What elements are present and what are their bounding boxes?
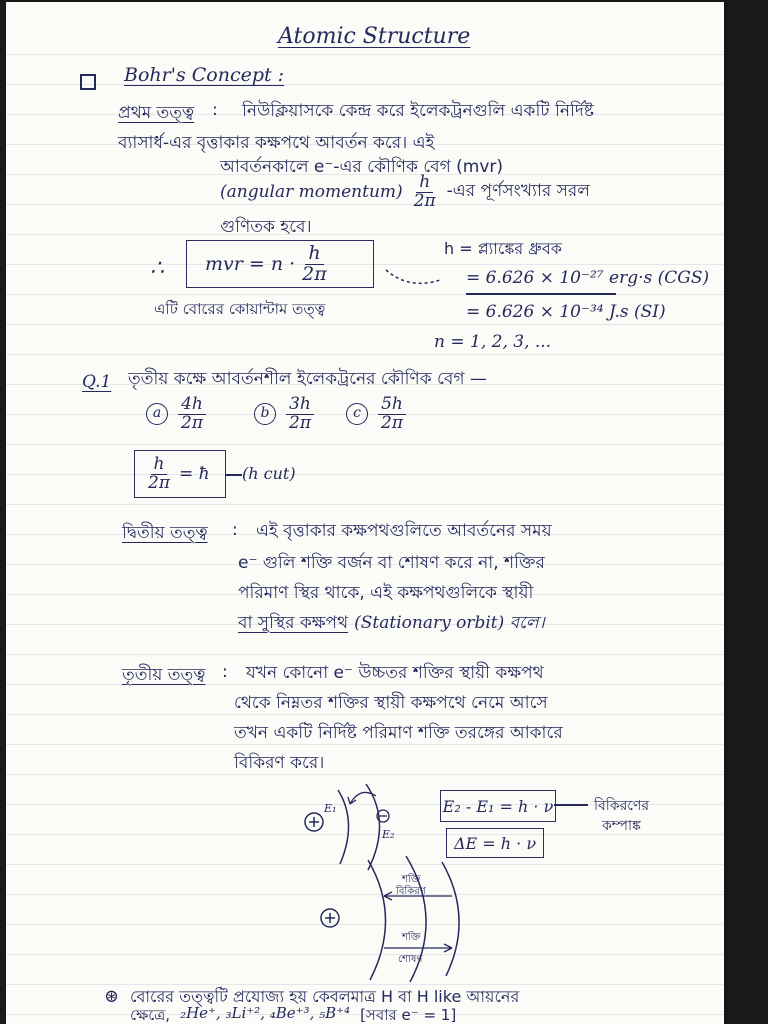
postulate3-colon: :: [222, 662, 228, 682]
postulate1-line1: নিউক্লিয়াসকে কেন্দ্র করে ইলেকট্রনগুলি একটি নির্দিষ্ট: [242, 101, 594, 121]
hbar-note: (h cut): [242, 464, 296, 483]
postulate1-line4: [220, 174, 590, 211]
ruled-line: [6, 324, 724, 325]
fraction-denominator: 2π: [302, 262, 327, 285]
footer-electron-note: [সবার e⁻ = 1]: [360, 1006, 457, 1024]
postulate2-line1: এই বৃত্তাকার কক্ষপথগুলিতে আবর্তনের সময়: [256, 521, 552, 541]
footer-line2: [130, 1004, 456, 1024]
option-c: [346, 396, 406, 433]
postulate3-line4: বিকিরণ করে।: [234, 753, 325, 773]
absorption-label-2: শোষণ: [398, 954, 423, 965]
therefore-symbol: ∴: [150, 256, 164, 281]
postulate1-colon: :: [212, 100, 218, 120]
energy-difference-box: [440, 790, 556, 822]
planck-underline: [466, 293, 616, 295]
option-a-mark: a: [146, 403, 168, 425]
ruled-line: [6, 774, 724, 775]
fraction-denominator: 2π: [381, 412, 403, 433]
postulate2-colon: :: [232, 520, 238, 540]
postulate2-label: দ্বিতীয় তত্ত্ব: [122, 523, 208, 543]
postulate3-line1: যখন কোনো e⁻ উচ্চতর শক্তির স্থায়ী কক্ষপথ: [246, 663, 544, 683]
ruled-line: [6, 504, 724, 505]
angular-momentum-text: (angular momentum): [220, 182, 403, 203]
postulate3-line2: থেকে নিম্নতর শক্তির স্থায়ী কক্ষপথে নেমে আসে: [234, 693, 548, 713]
notebook-page: [6, 2, 724, 1024]
absorption-label-1: শক্তি: [402, 932, 421, 943]
option-b-mark: b: [254, 403, 276, 425]
ruled-line: [6, 654, 724, 655]
frequency-note-line2: কম্পাঙ্ক: [602, 818, 641, 834]
hbar-connector: [226, 474, 242, 476]
equation-left: mvr = n ·: [205, 253, 296, 275]
page-title: Atomic Structure: [278, 24, 471, 49]
fraction-denominator: 2π: [181, 412, 203, 433]
energy-difference-eq: E₂ - E₁ = h · ν: [442, 796, 554, 816]
ruled-line: [6, 84, 724, 85]
footer-case-text: ক্ষেত্রে,: [130, 1006, 171, 1024]
h-over-2pi: [411, 174, 439, 211]
postulate2-line3: পরিমাণ স্থির থাকে, এই কক্ষপথগুলিকে স্থায়ী: [238, 583, 534, 603]
emission-absorption-diagram: [306, 852, 486, 982]
ruled-line: [6, 444, 724, 445]
orbit-1: [368, 860, 386, 980]
footer-ions: ₂He⁺, ₃Li⁺², ₄Be⁺³, ₅B⁺⁴: [180, 1004, 351, 1022]
star-icon: ⊛: [104, 986, 120, 1007]
postulate2-line4: [238, 610, 545, 638]
quantum-equation-box: [186, 240, 374, 288]
hbar-fraction: [145, 453, 173, 493]
option-b: [254, 396, 314, 433]
orbit-3: [442, 862, 459, 976]
fraction-numerator: 3h: [286, 396, 314, 415]
postulate3-label: তৃতীয় তত্ত্ব: [122, 665, 206, 685]
frequency-connector: [554, 804, 588, 806]
fraction-denominator: 2π: [289, 412, 311, 433]
delta-e-eq: ΔE = h · ν: [453, 833, 537, 853]
hbar-box: [134, 450, 226, 498]
postulate1-line5: গুণিতক হবে।: [220, 217, 312, 237]
postulate3-line3: তখন একটি নির্দিষ্ট পরিমাণ শক্তি তরঙ্গের আকারে: [234, 723, 563, 743]
fraction-numerator: h: [305, 244, 323, 265]
section-heading: Bohr's Concept :: [124, 64, 285, 86]
planck-si: = 6.626 × 10⁻³⁴ J.s (SI): [466, 302, 666, 322]
option-a-fraction: [178, 396, 206, 433]
fraction-denominator: 2π: [148, 472, 170, 493]
emission-label-2: বিকিরণ: [396, 886, 426, 897]
ruled-line: [6, 54, 724, 55]
e1-label: E₁: [324, 802, 337, 815]
ruled-line: [6, 354, 724, 355]
hbar-equals: = ħ: [179, 464, 210, 484]
question-label: Q.1: [82, 372, 112, 392]
ruled-line: [6, 474, 724, 475]
option-a: [146, 396, 206, 433]
quantum-number-values: n = 1, 2, 3, ...: [434, 332, 552, 352]
e2-label: E₂: [382, 828, 395, 841]
option-c-mark: c: [346, 403, 368, 425]
postulate2-line2: e⁻ গুলি শক্তি বর্জন বা শোষণ করে না, শক্তির: [238, 553, 545, 573]
footer-line1: বোরের তত্ত্বটি প্রযোজ্য হয় কেবলমাত্র H বা H like আয়নের: [130, 987, 520, 1006]
integer-multiple-text: -এর পূর্ণসংখ্যার সরল: [446, 181, 590, 202]
ruled-line: [6, 294, 724, 295]
fraction-numerator: 5h: [378, 396, 406, 415]
planck-cgs: = 6.626 × 10⁻²⁷ erg·s (CGS): [466, 268, 710, 288]
checkbox-icon: [80, 74, 96, 90]
quantum-theory-caption: এটি বোরের কোয়ান্টাম তত্ত্ব: [154, 300, 326, 318]
postulate1-line3: আবর্তনকালে e⁻-এর কৌণিক বেগ (mvr): [220, 157, 504, 177]
planck-definition: h = প্ল্যাঙ্কের ধ্রুবক: [444, 239, 562, 258]
jump-arrow: [350, 792, 376, 804]
postulate1-line2: ব্যাসার্ধ-এর বৃত্তাকার কক্ষপথে আবর্তন করে। এই: [118, 133, 435, 153]
frequency-note-line1: বিকিরণের: [594, 798, 650, 814]
arrow-squiggle: [384, 262, 444, 292]
emission-label-1: শক্তি: [402, 874, 421, 885]
equation-fraction: [299, 241, 330, 285]
option-b-fraction: [286, 396, 314, 433]
stationary-orbit-bn: বা সুস্থির কক্ষপথ: [238, 613, 349, 633]
stationary-orbit-en: (Stationary orbit) বলে।: [354, 613, 545, 633]
postulate1-label: প্রথম তত্ত্ব: [118, 103, 195, 123]
fraction-numerator: h: [416, 174, 433, 193]
fraction-denominator: 2π: [413, 190, 436, 211]
fraction-numerator: 4h: [178, 396, 206, 415]
question-text: তৃতীয় কক্ষে আবর্তনশীল ইলেকট্রনের কৌণিক বেগ —: [128, 369, 487, 389]
option-c-fraction: [378, 396, 406, 433]
fraction-numerator: h: [151, 456, 168, 475]
ruled-line: [6, 234, 724, 235]
